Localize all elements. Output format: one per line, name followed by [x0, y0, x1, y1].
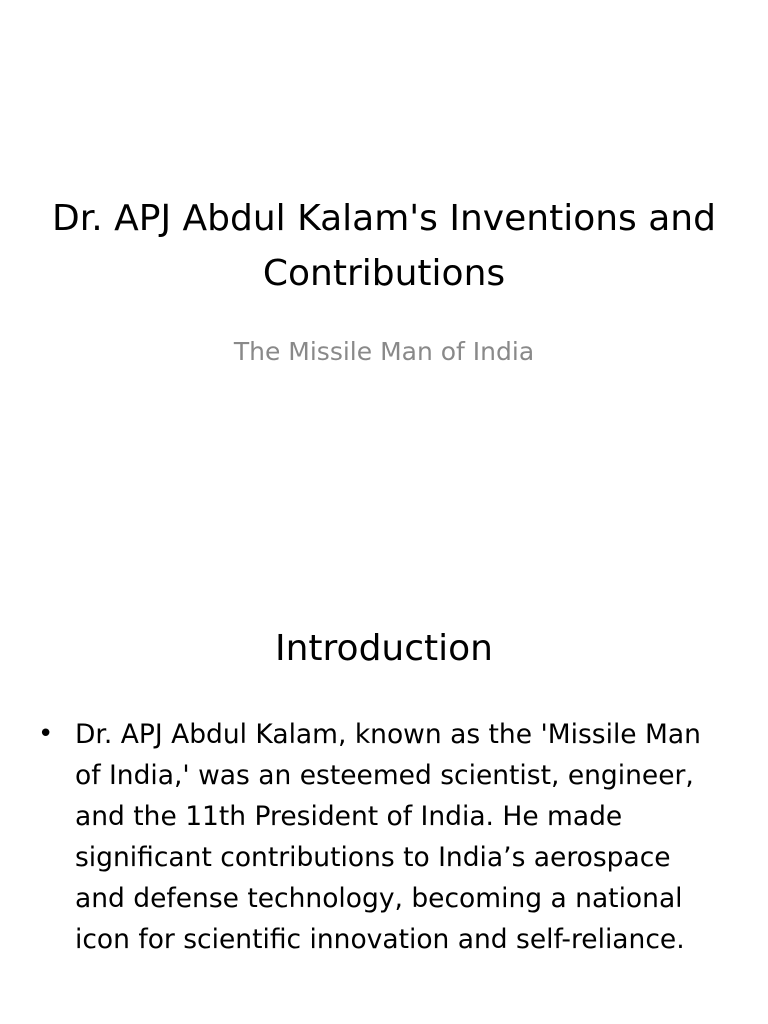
bullet-dot-icon: • — [38, 719, 54, 749]
slide-title: Dr. APJ Abdul Kalam's Inventions and Contributions — [52, 198, 716, 294]
bullet-text: Dr. APJ Abdul Kalam, known as the 'Missile Man of India,' was an esteemed scientist, engineer, and the 11th President of India. He made significant contributions to India’s aerospace and defense technology, becoming a national icon for scientific innovation and self-reliance. — [75, 719, 701, 955]
bullet-list — [38, 714, 718, 960]
introduction-slide — [0, 576, 768, 1024]
section-heading: Introduction — [274, 628, 493, 669]
slide-subtitle: The Missile Man of India — [233, 337, 535, 366]
bullet-item — [38, 714, 718, 960]
